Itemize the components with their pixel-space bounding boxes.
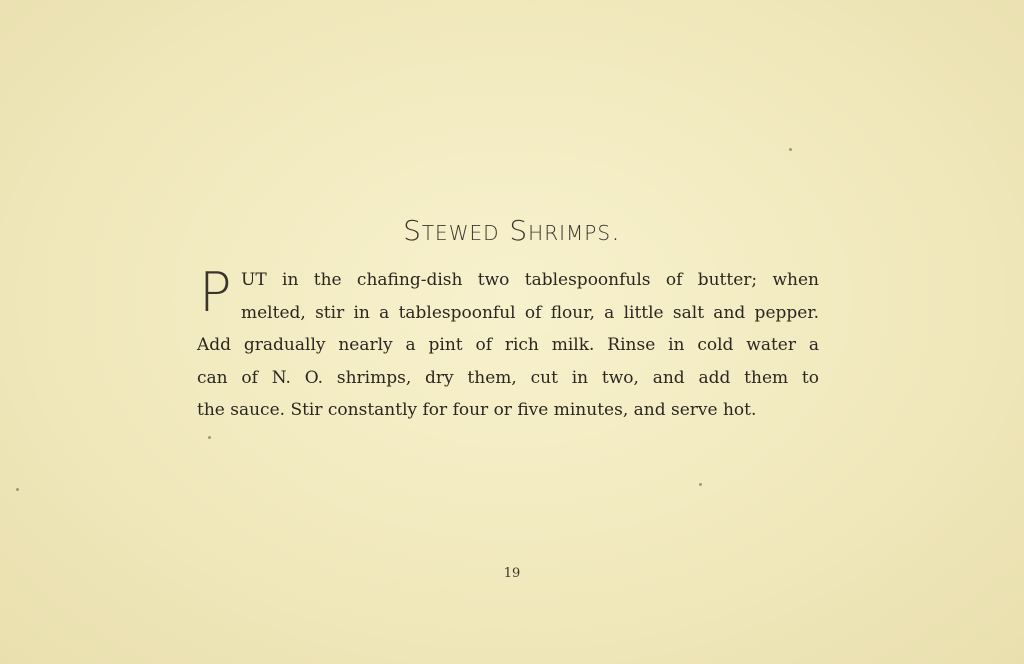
paragraph-line: melted, stir in a tablespoonful of flour, a little salt and pepper. — [241, 302, 819, 323]
recipe-title: Stewed Shrimps. — [403, 214, 621, 247]
paragraph-line: the sauce. Stir constantly for four or five minutes, and serve hot. — [197, 400, 757, 420]
paragraph-line: UT in the chafing-dish two tablespoonfuls of butter; when — [241, 270, 819, 290]
paper-speck — [16, 488, 19, 491]
paper-speck — [208, 436, 211, 439]
paper-speck — [789, 148, 792, 151]
paragraph-line: Add gradually nearly a pint of rich milk. Rinse in cold water a — [197, 335, 819, 355]
page-number: 19 — [503, 566, 521, 581]
paper-speck — [699, 483, 702, 486]
paragraph-line: can of N. O. shrimps, dry them, cut in two, and add them to — [197, 367, 819, 388]
recipe-paragraph — [197, 261, 819, 427]
drop-cap: P — [199, 261, 232, 324]
